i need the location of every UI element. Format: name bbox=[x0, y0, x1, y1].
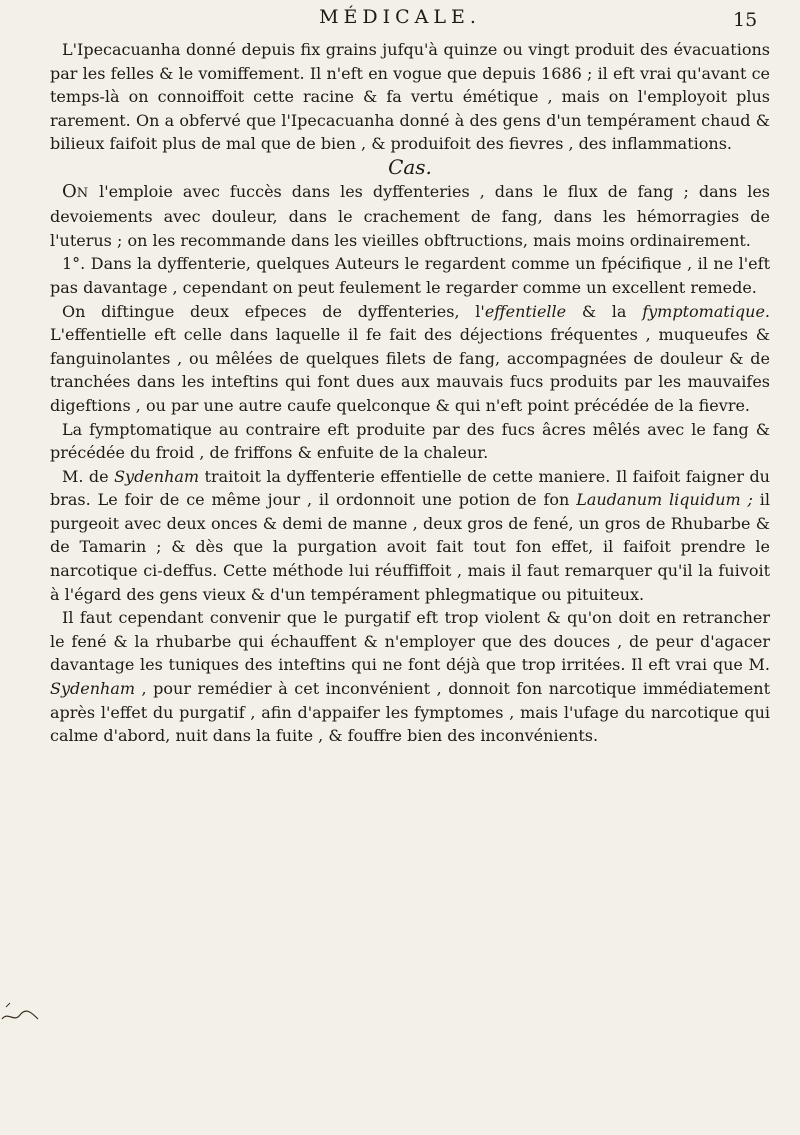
text-run: On diftingue deux efpeces de dyffenteries, l' bbox=[62, 301, 485, 321]
text-run: O bbox=[62, 180, 77, 202]
text-run: L'effentielle eft celle dans laquelle il fe fait des déjections fréquentes , muqueufes & fanguinolantes , ou mêlées de quelques filets de fang, accompagnées de douleur & de tranchées dans les inteftins qui font dues aux mauvais fucs produits par les mauvaifes digeftions , ou par une autre caufe quelconque & qui n'eft point précédée de la fievre. bbox=[50, 325, 770, 415]
paragraph bbox=[50, 252, 770, 299]
text-run: Laudanum liquidum ; bbox=[576, 490, 753, 510]
text-run: traitoit la dyffenterie effentielle de cette maniere. Il faifoit faigner du bras. Le foir de ce même jour , il ordonnoit une potion de fon bbox=[50, 466, 770, 510]
text-run: N bbox=[76, 185, 90, 201]
text-run: M. de bbox=[62, 466, 115, 486]
running-title: MÉDICALE. bbox=[319, 6, 481, 28]
text-run: il purgeoit avec deux onces & demi de manne , deux gros de fené, un gros de Rhubarbe & de Tamarin ; & dès que la purgation avoit fait tout fon effet, il faifoit prendre le narcotique ci-deffus. Cette méthode lui réuffiffoit , mais il faut remarquer qu'il la fuivoit à l'égard des gens vieux & d'un tempérament phlegmatique ou pituiteux. bbox=[50, 490, 770, 604]
paragraph bbox=[50, 465, 770, 607]
text-run: fymptomatique. bbox=[642, 301, 770, 321]
text-run: & la bbox=[566, 301, 643, 321]
text-run: L'Ipecacuanha donné depuis fix grains jufqu'à quinze ou vingt produit des évacuations par les felles & le vomiffement. Il n'eft en vogue que depuis 1686 ; il eft vrai qu'avant ce temps-là on connoiffoit cette racine & fa vertu émétique , mais on l'employoit plus rarement. On a obfervé que l'Ipecacuanha donné à des gens d'un tempérament chaud & bilieux faifoit plus de mal que de bien , & produifoit des fievres , des inflammations. bbox=[50, 40, 770, 154]
paragraph bbox=[50, 180, 770, 253]
text-run: Sydenham bbox=[50, 679, 136, 699]
text-run: Sydenham bbox=[114, 466, 200, 486]
text-run: La fymptomatique au contraire eft produite par des fucs âcres mêlés avec le fang & précédée du froid , de friffons & enfuite de la chaleur. bbox=[50, 419, 770, 463]
text-run: effentielle bbox=[484, 301, 567, 321]
handwritten-annotation bbox=[0, 1001, 40, 1031]
text-run: 1°. Dans la dyffenterie, quelques Auteurs le regardent comme un fpécifique , il ne l'eft pas davantage , cependant on peut feulement le regarder comme un excellent remede. bbox=[50, 254, 770, 297]
paragraph bbox=[50, 606, 770, 748]
text-run: Il faut cependant convenir que le purgatif eft trop violent & qu'on doit en retrancher le fené & la rhubarbe qui échauffent & n'employer que des douces , de peur d'agacer davantage les tuniques des inteftins qui ne font déjà que trop irritées. Il eft vrai que M. bbox=[50, 608, 770, 675]
section-heading: Cas. bbox=[388, 154, 432, 179]
page-header bbox=[0, 6, 800, 38]
page-number: 15 bbox=[733, 9, 758, 31]
body-text bbox=[50, 38, 770, 748]
text-run: , pour remédier à cet inconvénient , donnoit fon narcotique immédiatement après l'effet du purgatif , afin d'appaifer les fymptomes , mais l'ufage du narcotique qui calme d'abord, nuit dans la fuite , & fouffre bien des inconvénients. bbox=[50, 679, 770, 746]
paragraph bbox=[50, 38, 770, 156]
text-run: l'emploie avec fuccès dans les dyffenteries , dans le flux de fang ; dans les devoiements avec douleur, dans le crachement de fang, dans les hémorragies de l'uterus ; on les recommande dans les vieilles obftructions, mais moins ordinairement. bbox=[50, 181, 770, 250]
paragraph bbox=[50, 300, 770, 418]
paragraph bbox=[50, 418, 770, 465]
